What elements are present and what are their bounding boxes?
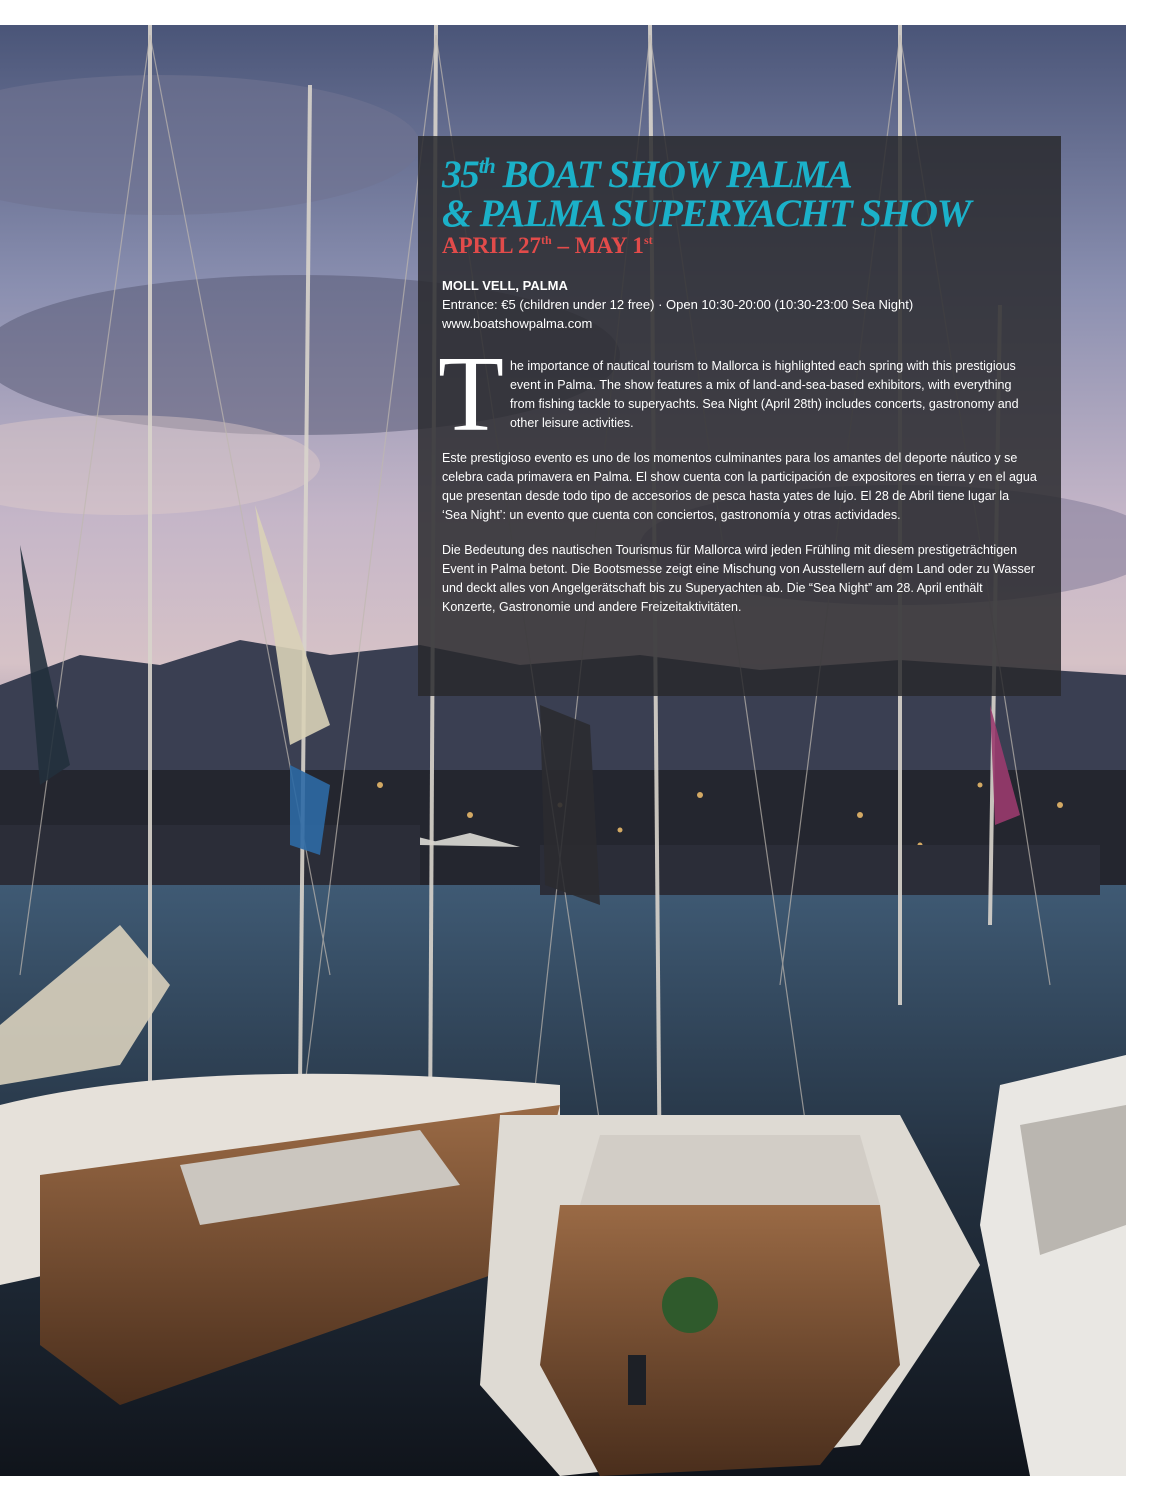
event-title-line-2: & PALMA SUPERYACHT SHOW: [442, 192, 971, 235]
dates-end: – MAY 1: [551, 233, 644, 258]
event-venue: MOLL VELL, PALMA: [442, 278, 568, 293]
event-title: [442, 153, 1037, 235]
paragraph-spanish: Este prestigioso evento es uno de los momentos culminantes para los amantes del deporte náutico y se celebra cada primavera en Palma. El show cuenta con la participación de expositores en tierra y en el agua que presentan desde todo tipo de accesorios de pesca hasta yates de lujo. El 28 de Abril tiene lugar la ‘Sea Night’: un evento que cuenta con conciertos, gastronomía y otras actividades.: [442, 451, 1037, 522]
event-dates: [442, 233, 1037, 262]
dates-start-suffix: th: [541, 233, 552, 247]
event-website-link[interactable]: www.boatshowpalma.com: [442, 316, 593, 331]
title-ordinal-suffix: th: [478, 153, 495, 178]
event-entrance-hours: Entrance: €5 (children under 12 free) · Open 10:30-20:00 (10:30-23:00 Sea Night): [442, 297, 914, 312]
drop-cap-letter: T: [438, 335, 504, 454]
dates-end-suffix: st: [643, 233, 653, 247]
paragraph-english: [438, 335, 1037, 454]
article-body: [438, 335, 1037, 617]
title-boat-show: BOAT SHOW PALMA: [502, 153, 852, 196]
paragraph-german: Die Bedeutung des nautischen Tourismus für Mallorca wird jeden Frühling mit diesem prestigeträchtigen Event in Palma betont. Die Bootsmesse zeigt eine Mischung von Ausstellern auf dem Land oder zu Wasser und deckt alles von Angelgerätschaft bis zu Superyachten ab. Die “Sea Night” am 28. April enthält Konzerte, Gastronomie und andere Freizeitaktivitäten.: [442, 543, 1035, 614]
dates-start: APRIL 27: [442, 233, 542, 258]
title-number: 35: [442, 153, 479, 196]
paragraph-english-text: he importance of nautical tourism to Mallorca is highlighted each spring with this prestigious event in Palma. The show features a mix of land-and-sea-based exhibitors, with everything from fishing tackle to superyachts. Sea Night (April 28th) includes concerts, gastronomy and other leisure activities.: [509, 359, 1019, 430]
event-info-panel: [418, 136, 1061, 696]
